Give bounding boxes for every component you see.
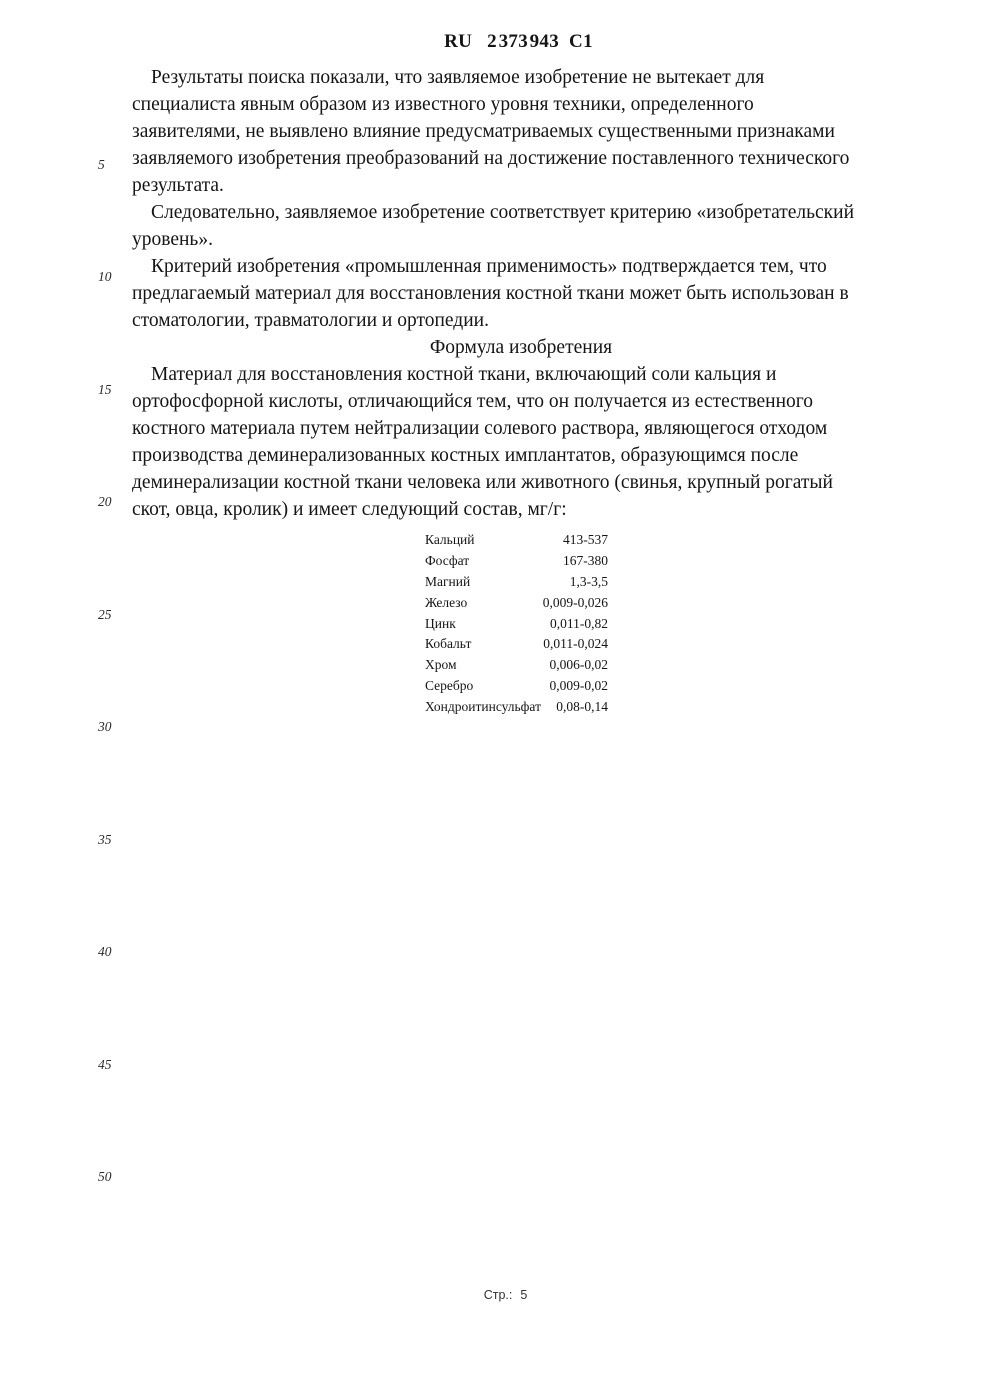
publication-header (132, 31, 905, 53)
paragraph-line: уровень». (132, 229, 213, 250)
paragraph-line: результата. (132, 175, 224, 196)
margin-line-number: 10 (98, 269, 112, 284)
paragraph-line: ортофосфорной кислоты, отличающийся тем, что он получается из естественного (132, 391, 814, 412)
margin-line-number: 35 (98, 832, 112, 847)
paragraph (132, 64, 910, 199)
paragraph-line: предлагаемый материал для восстановления костной ткани может быть использован в (132, 283, 849, 304)
paragraph-line: деминерализации костной ткани человека или животного (свинья, крупный рогатый (132, 472, 833, 493)
component-name: Хондроитинсульфат (425, 699, 541, 715)
component-name: Железо (425, 594, 468, 610)
table-row (425, 697, 608, 718)
component-name: Фосфат (425, 552, 470, 568)
paragraph-line: специалиста явным образом из известного уровня техники, определенного (132, 94, 754, 115)
table-row (425, 676, 608, 697)
component-name: Кальций (425, 532, 475, 547)
paragraph-line: заявителями, не выявлено влияние предусматриваемых существенными признаками (132, 121, 835, 142)
component-range: 0,009-0,02 (549, 678, 608, 694)
table-row (425, 593, 608, 614)
component-range: 1,3-3,5 (569, 573, 608, 589)
component-range: 0,011-0,024 (543, 636, 608, 652)
document-body (132, 64, 910, 718)
table-row (425, 530, 608, 551)
table-row (425, 655, 608, 676)
paragraph-line: Следовательно, заявляемое изобретение соответствует критерию «изобретательский (151, 202, 855, 223)
paragraph-line: Материал для восстановления костной ткани, включающий соли кальция и (151, 364, 777, 385)
margin-line-number-column (98, 0, 124, 1400)
component-name: Хром (425, 657, 457, 673)
component-name: Серебро (425, 678, 474, 694)
paragraph-line: скот, овца, кролик) и имеет следующий состав, мг/г: (132, 499, 567, 520)
publication-number: 2 373 943 (487, 31, 560, 52)
paragraph-line: производства деминерализованных костных имплантатов, образующимся после (132, 445, 799, 466)
margin-line-number: 5 (98, 157, 105, 172)
page-label: Стр.: (483, 1288, 513, 1302)
paragraph-line: заявляемого изобретения преобразований на достижение поставленного технического (132, 148, 850, 169)
component-name: Цинк (425, 615, 456, 631)
component-range: 0,011-0,82 (550, 615, 608, 631)
table-row (425, 572, 608, 593)
country-code: RU (444, 31, 473, 52)
page-number: 5 (520, 1288, 528, 1302)
page-footer (0, 1288, 989, 1302)
composition-table (425, 530, 608, 718)
margin-line-number: 40 (98, 944, 112, 959)
margin-line-number: 15 (98, 382, 112, 397)
margin-line-number: 25 (98, 607, 112, 622)
paragraph (132, 253, 910, 334)
component-range: 167-380 (563, 552, 608, 568)
component-range: 413-537 (563, 532, 608, 547)
component-range: 0,009-0,026 (542, 594, 608, 610)
table-row (425, 551, 608, 572)
paragraph-line: стоматологии, травматологии и ортопедии. (132, 310, 489, 331)
component-name: Магний (425, 573, 471, 589)
kind-code: C1 (569, 31, 593, 52)
table-row (425, 634, 608, 655)
component-range: 0,08-0,14 (556, 699, 608, 715)
margin-line-number: 20 (98, 494, 112, 509)
claims-section-heading: Формула изобретения (429, 337, 613, 358)
paragraph-line: костного материала путем нейтрализации солевого раствора, являющегося отходом (132, 418, 828, 439)
component-range: 0,006-0,02 (549, 657, 608, 673)
margin-line-number: 30 (98, 719, 112, 734)
table-row (425, 614, 608, 635)
paragraph-line: Критерий изобретения «промышленная применимость» подтверждается тем, что (151, 256, 827, 277)
margin-line-number: 45 (98, 1057, 112, 1072)
margin-line-number: 50 (98, 1169, 112, 1184)
claim-paragraph (132, 361, 910, 523)
paragraph (132, 199, 910, 253)
component-name: Кобальт (425, 636, 472, 652)
paragraph-line: Результаты поиска показали, что заявляемое изобретение не вытекает для (151, 67, 765, 88)
